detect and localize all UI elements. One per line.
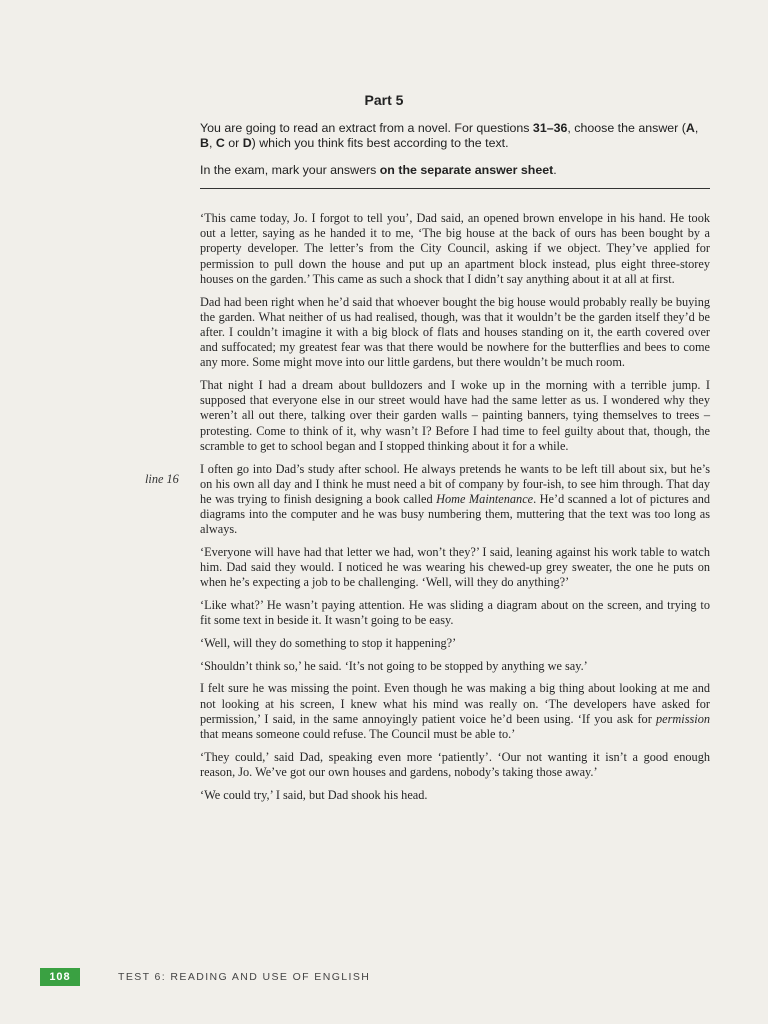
instructions-text: In the exam, mark your answers (200, 163, 380, 177)
instructions-text: , (694, 121, 699, 135)
instructions-text: , choose the answer ( (567, 121, 686, 135)
paragraph: ‘This came today, Jo. I forgot to tell you’, Dad said, an opened brown envelope in his hand. He took out a letter, saying as he handed it to me, ‘The big house at the back of ours has been bought by a property developer. The letter’s from the City Council, asking if we object. They’ve applied for permission to pull down the house and put up an apartment block instead, plus eight three-storey houses on the garden.’ This came as such a shock that I didn’t say anything about it at all at first. (200, 211, 710, 286)
paragraph: Dad had been right when he’d said that whoever bought the big house would probably really be buying the garden. What neither of us had realised, though, was that it wouldn’t be the garden itself they’d be after. I couldn’t imagine it with a big block of flats and houses standing on it, the earth covered over and suffocated; my greatest fear was that there would be nowhere for the butterflies and bees to come any more. Some might move into our little gardens, but there wouldn’t be much room. (200, 294, 710, 370)
line-marker: line 16 (145, 472, 179, 486)
instructions-text: , (208, 136, 216, 150)
paragraph (200, 681, 710, 742)
footer-label: TEST 6: READING AND USE OF ENGLISH (118, 971, 371, 983)
reading-text (200, 211, 710, 810)
paragraph (200, 462, 710, 538)
instructions (200, 121, 710, 178)
option-a-label: A (685, 121, 695, 135)
paragraph: ‘Shouldn’t think so,’ he said. ‘It’s not going to be stopped by anything we say.’ (200, 658, 588, 673)
option-d-label: D (242, 136, 252, 150)
paragraph-text: I often go into Dad’s study after school. He always pretends he wants to be left till about six, but he’s on his own all day and I think he must need a bit of company by four-ish, to see him through. That day he was trying to finish designing a book called (200, 461, 710, 506)
instructions-text: or (224, 136, 243, 150)
question-range: 31–36 (532, 121, 568, 135)
part-title: Part 5 (364, 92, 404, 108)
emphasized-word: permission (656, 711, 710, 726)
option-c-label: C (215, 136, 225, 150)
paragraph: ‘Well, will they do something to stop it happening?’ (200, 636, 457, 651)
paragraph: ‘Everyone will have had that letter we had, won’t they?’ I said, leaning against his work table to watch him. Dad said they would. I noticed he was wearing his chewed-up grey sweater, the one he puts on when he’s expecting a job to be challenging. ‘Well, will they do anything?’ (200, 545, 710, 590)
paragraph: ‘We could try,’ I said, but Dad shook his head. (200, 787, 428, 802)
instructions-text: . (553, 163, 557, 177)
paragraph: ‘They could,’ said Dad, speaking even more ‘patiently’. ‘Our not wanting it isn’t a good enough reason, Jo. We’ve got our own houses and gardens, nobody’s taking those away.’ (200, 749, 710, 779)
paragraph-text: I felt sure he was missing the point. Even though he was making a big thing about looking at me and not looking at his screen, I knew what his mind was really on. ‘The developers have asked for permission,’ I said, in the same annoyingly patient voice he’d been using. ‘If you ask for (200, 681, 710, 726)
divider (200, 188, 710, 189)
option-b-label: B (200, 136, 209, 150)
paragraph-text: that means someone could refuse. The Council must be able to.’ (200, 727, 516, 742)
instructions-text: ) which you think fits best according to the text. (251, 136, 509, 150)
instructions-exam (200, 163, 710, 178)
instructions-text: You are going to read an extract from a novel. For questions (200, 121, 533, 135)
paragraph-text: . He’d scanned a lot of pictures and diagrams into the computer and he was busy numbering them, muttering that the text was too long as always. (200, 491, 710, 537)
book-title: Home Maintenance (436, 491, 534, 506)
answer-sheet-emphasis: on the separate answer sheet (379, 163, 554, 177)
page-number-badge: 108 (40, 968, 80, 986)
paragraph: That night I had a dream about bulldozers and I woke up in the morning with a terrible jump. I supposed that everyone else in our street would have had the same letter as us. I wondered why they weren’t all out there, talking over their garden walls – painting banners, tying themselves to trees – protesting. Come to think of it, why wasn’t I? Before I had time to feel guilty about that, though, the scramble to get to school began and I stopped thinking about it for a while. (200, 378, 710, 453)
paragraph: ‘Like what?’ He wasn’t paying attention. He was sliding a diagram about on the screen, and trying to fit some text in beside it. It wasn’t going to be easy. (200, 598, 710, 628)
instructions-task (200, 121, 710, 151)
